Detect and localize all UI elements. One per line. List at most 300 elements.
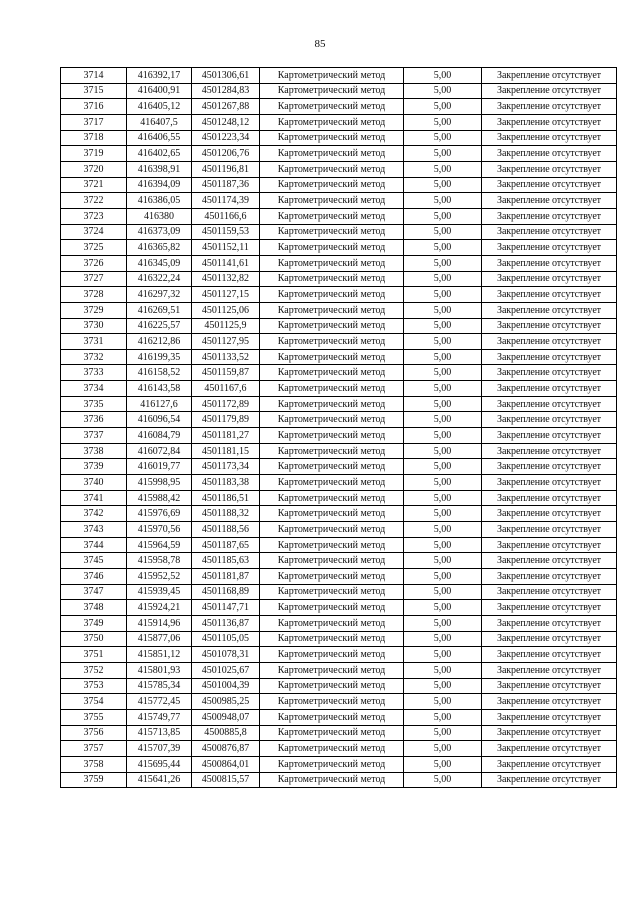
table-row [61,584,617,600]
table-row [61,83,617,99]
fixing-cell: Закрепление отсутствует [482,146,617,162]
method-cell: Картометрический метод [260,334,404,350]
x-coordinate-cell: 416019,77 [127,459,192,475]
method-cell: Картометрический метод [260,255,404,271]
point-number-cell: 3729 [61,302,127,318]
table-row [61,522,617,538]
method-cell: Картометрический метод [260,224,404,240]
table-row [61,537,617,553]
fixing-cell: Закрепление отсутствует [482,584,617,600]
point-number-cell: 3740 [61,475,127,491]
fixing-cell: Закрепление отсутствует [482,647,617,663]
accuracy-cell: 5,00 [404,68,482,84]
method-cell: Картометрический метод [260,146,404,162]
x-coordinate-cell: 415970,56 [127,522,192,538]
table-row [61,255,617,271]
x-coordinate-cell: 415976,69 [127,506,192,522]
fixing-cell: Закрепление отсутствует [482,490,617,506]
accuracy-cell: 5,00 [404,349,482,365]
table-row [61,678,617,694]
y-coordinate-cell: 4500948,07 [192,709,260,725]
x-coordinate-cell: 416212,86 [127,334,192,350]
x-coordinate-cell: 416406,55 [127,130,192,146]
fixing-cell: Закрепление отсутствует [482,255,617,271]
accuracy-cell: 5,00 [404,302,482,318]
point-number-cell: 3754 [61,694,127,710]
y-coordinate-cell: 4500885,8 [192,725,260,741]
accuracy-cell: 5,00 [404,255,482,271]
y-coordinate-cell: 4501267,88 [192,99,260,115]
x-coordinate-cell: 416398,91 [127,161,192,177]
fixing-cell: Закрепление отсутствует [482,694,617,710]
y-coordinate-cell: 4501223,34 [192,130,260,146]
point-number-cell: 3717 [61,114,127,130]
method-cell: Картометрический метод [260,161,404,177]
table-row [61,553,617,569]
accuracy-cell: 5,00 [404,678,482,694]
point-number-cell: 3719 [61,146,127,162]
fixing-cell: Закрепление отсутствует [482,161,617,177]
accuracy-cell: 5,00 [404,271,482,287]
point-number-cell: 3745 [61,553,127,569]
y-coordinate-cell: 4501125,06 [192,302,260,318]
method-cell: Картометрический метод [260,506,404,522]
accuracy-cell: 5,00 [404,130,482,146]
fixing-cell: Закрепление отсутствует [482,615,617,631]
x-coordinate-cell: 416225,57 [127,318,192,334]
accuracy-cell: 5,00 [404,631,482,647]
point-number-cell: 3753 [61,678,127,694]
fixing-cell: Закрепление отсутствует [482,600,617,616]
point-number-cell: 3726 [61,255,127,271]
method-cell: Картометрический метод [260,130,404,146]
page-number: 85 [314,38,326,50]
fixing-cell: Закрепление отсутствует [482,287,617,303]
x-coordinate-cell: 415958,78 [127,553,192,569]
accuracy-cell: 5,00 [404,725,482,741]
accuracy-cell: 5,00 [404,600,482,616]
fixing-cell: Закрепление отсутствует [482,381,617,397]
point-number-cell: 3736 [61,412,127,428]
table-row [61,302,617,318]
fixing-cell: Закрепление отсутствует [482,365,617,381]
point-number-cell: 3747 [61,584,127,600]
table-row [61,240,617,256]
fixing-cell: Закрепление отсутствует [482,114,617,130]
y-coordinate-cell: 4501188,56 [192,522,260,538]
fixing-cell: Закрепление отсутствует [482,741,617,757]
point-number-cell: 3746 [61,569,127,585]
table-row [61,318,617,334]
y-coordinate-cell: 4501187,65 [192,537,260,553]
y-coordinate-cell: 4501141,61 [192,255,260,271]
y-coordinate-cell: 4501196,81 [192,161,260,177]
point-number-cell: 3749 [61,615,127,631]
accuracy-cell: 5,00 [404,459,482,475]
y-coordinate-cell: 4501133,52 [192,349,260,365]
table-row [61,396,617,412]
accuracy-cell: 5,00 [404,240,482,256]
y-coordinate-cell: 4501127,15 [192,287,260,303]
method-cell: Картометрический метод [260,490,404,506]
fixing-cell: Закрепление отсутствует [482,68,617,84]
table-row [61,412,617,428]
x-coordinate-cell: 416096,54 [127,412,192,428]
fixing-cell: Закрепление отсутствует [482,428,617,444]
accuracy-cell: 5,00 [404,694,482,710]
fixing-cell: Закрепление отсутствует [482,271,617,287]
accuracy-cell: 5,00 [404,756,482,772]
y-coordinate-cell: 4501159,87 [192,365,260,381]
accuracy-cell: 5,00 [404,428,482,444]
method-cell: Картометрический метод [260,631,404,647]
table-row [61,193,617,209]
method-cell: Картометрический метод [260,396,404,412]
table-row [61,381,617,397]
accuracy-cell: 5,00 [404,365,482,381]
x-coordinate-cell: 416322,24 [127,271,192,287]
method-cell: Картометрический метод [260,647,404,663]
method-cell: Картометрический метод [260,381,404,397]
point-number-cell: 3721 [61,177,127,193]
y-coordinate-cell: 4501105,05 [192,631,260,647]
method-cell: Картометрический метод [260,772,404,788]
x-coordinate-cell: 415914,96 [127,615,192,631]
y-coordinate-cell: 4501147,71 [192,600,260,616]
fixing-cell: Закрепление отсутствует [482,678,617,694]
fixing-cell: Закрепление отсутствует [482,240,617,256]
point-number-cell: 3755 [61,709,127,725]
y-coordinate-cell: 4501152,11 [192,240,260,256]
x-coordinate-cell: 416380 [127,208,192,224]
method-cell: Картометрический метод [260,428,404,444]
point-number-cell: 3720 [61,161,127,177]
point-number-cell: 3739 [61,459,127,475]
method-cell: Картометрический метод [260,193,404,209]
fixing-cell: Закрепление отсутствует [482,772,617,788]
table-row [61,365,617,381]
y-coordinate-cell: 4501159,53 [192,224,260,240]
fixing-cell: Закрепление отсутствует [482,709,617,725]
accuracy-cell: 5,00 [404,177,482,193]
point-number-cell: 3741 [61,490,127,506]
y-coordinate-cell: 4501183,38 [192,475,260,491]
method-cell: Картометрический метод [260,662,404,678]
method-cell: Картометрический метод [260,615,404,631]
accuracy-cell: 5,00 [404,318,482,334]
point-number-cell: 3758 [61,756,127,772]
x-coordinate-cell: 416402,65 [127,146,192,162]
table-row [61,600,617,616]
fixing-cell: Закрепление отсутствует [482,412,617,428]
table-row [61,428,617,444]
x-coordinate-cell: 416405,12 [127,99,192,115]
y-coordinate-cell: 4501181,27 [192,428,260,444]
table-row [61,772,617,788]
point-number-cell: 3743 [61,522,127,538]
x-coordinate-cell: 415939,45 [127,584,192,600]
point-number-cell: 3724 [61,224,127,240]
x-coordinate-cell: 415964,59 [127,537,192,553]
method-cell: Картометрический метод [260,83,404,99]
fixing-cell: Закрепление отсутствует [482,83,617,99]
point-number-cell: 3750 [61,631,127,647]
x-coordinate-cell: 416365,82 [127,240,192,256]
point-number-cell: 3715 [61,83,127,99]
x-coordinate-cell: 416199,35 [127,349,192,365]
fixing-cell: Закрепление отсутствует [482,506,617,522]
table-row [61,694,617,710]
y-coordinate-cell: 4501136,87 [192,615,260,631]
y-coordinate-cell: 4501132,82 [192,271,260,287]
point-number-cell: 3732 [61,349,127,365]
table-row [61,725,617,741]
y-coordinate-cell: 4501078,31 [192,647,260,663]
x-coordinate-cell: 415695,44 [127,756,192,772]
point-number-cell: 3722 [61,193,127,209]
fixing-cell: Закрепление отсутствует [482,193,617,209]
fixing-cell: Закрепление отсутствует [482,725,617,741]
y-coordinate-cell: 4501179,89 [192,412,260,428]
x-coordinate-cell: 416269,51 [127,302,192,318]
fixing-cell: Закрепление отсутствует [482,99,617,115]
x-coordinate-cell: 416407,5 [127,114,192,130]
fixing-cell: Закрепление отсутствует [482,349,617,365]
x-coordinate-cell: 415952,52 [127,569,192,585]
accuracy-cell: 5,00 [404,522,482,538]
fixing-cell: Закрепление отсутствует [482,569,617,585]
point-number-cell: 3738 [61,443,127,459]
method-cell: Картометрический метод [260,694,404,710]
y-coordinate-cell: 4501025,67 [192,662,260,678]
point-number-cell: 3759 [61,772,127,788]
method-cell: Картометрический метод [260,569,404,585]
table-row [61,177,617,193]
table-row [61,130,617,146]
table-row [61,68,617,84]
y-coordinate-cell: 4501306,61 [192,68,260,84]
fixing-cell: Закрепление отсутствует [482,177,617,193]
table-row [61,208,617,224]
x-coordinate-cell: 416158,52 [127,365,192,381]
method-cell: Картометрический метод [260,271,404,287]
accuracy-cell: 5,00 [404,114,482,130]
y-coordinate-cell: 4501188,32 [192,506,260,522]
y-coordinate-cell: 4501181,15 [192,443,260,459]
x-coordinate-cell: 416084,79 [127,428,192,444]
fixing-cell: Закрепление отсутствует [482,553,617,569]
method-cell: Картометрический метод [260,240,404,256]
y-coordinate-cell: 4500876,87 [192,741,260,757]
accuracy-cell: 5,00 [404,772,482,788]
fixing-cell: Закрепление отсутствует [482,522,617,538]
y-coordinate-cell: 4501173,34 [192,459,260,475]
method-cell: Картометрический метод [260,678,404,694]
table-row [61,475,617,491]
y-coordinate-cell: 4501174,39 [192,193,260,209]
accuracy-cell: 5,00 [404,537,482,553]
accuracy-cell: 5,00 [404,506,482,522]
x-coordinate-cell: 415988,42 [127,490,192,506]
method-cell: Картометрический метод [260,177,404,193]
accuracy-cell: 5,00 [404,475,482,491]
method-cell: Картометрический метод [260,318,404,334]
method-cell: Картометрический метод [260,287,404,303]
fixing-cell: Закрепление отсутствует [482,318,617,334]
y-coordinate-cell: 4501248,12 [192,114,260,130]
method-cell: Картометрический метод [260,756,404,772]
x-coordinate-cell: 416400,91 [127,83,192,99]
table-row [61,647,617,663]
method-cell: Картометрический метод [260,553,404,569]
accuracy-cell: 5,00 [404,741,482,757]
table-row [61,631,617,647]
point-number-cell: 3727 [61,271,127,287]
point-number-cell: 3751 [61,647,127,663]
x-coordinate-cell: 415998,95 [127,475,192,491]
fixing-cell: Закрепление отсутствует [482,537,617,553]
table-body [61,68,617,788]
method-cell: Картометрический метод [260,584,404,600]
y-coordinate-cell: 4501166,6 [192,208,260,224]
y-coordinate-cell: 4501284,83 [192,83,260,99]
method-cell: Картометрический метод [260,443,404,459]
y-coordinate-cell: 4501004,39 [192,678,260,694]
y-coordinate-cell: 4501167,6 [192,381,260,397]
method-cell: Картометрический метод [260,208,404,224]
accuracy-cell: 5,00 [404,647,482,663]
method-cell: Картометрический метод [260,741,404,757]
point-number-cell: 3725 [61,240,127,256]
accuracy-cell: 5,00 [404,569,482,585]
x-coordinate-cell: 415877,06 [127,631,192,647]
x-coordinate-cell: 416127,6 [127,396,192,412]
table-row [61,709,617,725]
point-number-cell: 3733 [61,365,127,381]
method-cell: Картометрический метод [260,709,404,725]
table-row [61,615,617,631]
accuracy-cell: 5,00 [404,412,482,428]
accuracy-cell: 5,00 [404,287,482,303]
table-row [61,459,617,475]
y-coordinate-cell: 4501186,51 [192,490,260,506]
fixing-cell: Закрепление отсутствует [482,334,617,350]
table-row [61,161,617,177]
y-coordinate-cell: 4500864,01 [192,756,260,772]
point-number-cell: 3752 [61,662,127,678]
table-row [61,490,617,506]
method-cell: Картометрический метод [260,68,404,84]
method-cell: Картометрический метод [260,114,404,130]
method-cell: Картометрический метод [260,600,404,616]
accuracy-cell: 5,00 [404,334,482,350]
table-row [61,569,617,585]
point-number-cell: 3735 [61,396,127,412]
accuracy-cell: 5,00 [404,396,482,412]
x-coordinate-cell: 415772,45 [127,694,192,710]
accuracy-cell: 5,00 [404,208,482,224]
point-number-cell: 3723 [61,208,127,224]
method-cell: Картометрический метод [260,725,404,741]
y-coordinate-cell: 4501185,63 [192,553,260,569]
table-row [61,271,617,287]
method-cell: Картометрический метод [260,99,404,115]
point-number-cell: 3731 [61,334,127,350]
x-coordinate-cell: 416345,09 [127,255,192,271]
point-number-cell: 3730 [61,318,127,334]
accuracy-cell: 5,00 [404,381,482,397]
accuracy-cell: 5,00 [404,490,482,506]
x-coordinate-cell: 416297,32 [127,287,192,303]
y-coordinate-cell: 4501127,95 [192,334,260,350]
accuracy-cell: 5,00 [404,83,482,99]
x-coordinate-cell: 415851,12 [127,647,192,663]
point-number-cell: 3756 [61,725,127,741]
accuracy-cell: 5,00 [404,161,482,177]
y-coordinate-cell: 4501168,89 [192,584,260,600]
x-coordinate-cell: 415785,34 [127,678,192,694]
y-coordinate-cell: 4501181,87 [192,569,260,585]
table-row [61,146,617,162]
table-row [61,506,617,522]
accuracy-cell: 5,00 [404,553,482,569]
method-cell: Картометрический метод [260,537,404,553]
accuracy-cell: 5,00 [404,615,482,631]
y-coordinate-cell: 4501206,76 [192,146,260,162]
point-number-cell: 3734 [61,381,127,397]
y-coordinate-cell: 4500985,25 [192,694,260,710]
x-coordinate-cell: 415801,93 [127,662,192,678]
fixing-cell: Закрепление отсутствует [482,475,617,491]
fixing-cell: Закрепление отсутствует [482,208,617,224]
table-row [61,287,617,303]
method-cell: Картометрический метод [260,302,404,318]
fixing-cell: Закрепление отсутствует [482,662,617,678]
x-coordinate-cell: 416373,09 [127,224,192,240]
point-number-cell: 3718 [61,130,127,146]
x-coordinate-cell: 416386,05 [127,193,192,209]
x-coordinate-cell: 416394,09 [127,177,192,193]
x-coordinate-cell: 415713,85 [127,725,192,741]
x-coordinate-cell: 415641,26 [127,772,192,788]
accuracy-cell: 5,00 [404,443,482,459]
fixing-cell: Закрепление отсутствует [482,443,617,459]
accuracy-cell: 5,00 [404,662,482,678]
accuracy-cell: 5,00 [404,99,482,115]
table-row [61,224,617,240]
y-coordinate-cell: 4501125,9 [192,318,260,334]
point-number-cell: 3757 [61,741,127,757]
table-row [61,443,617,459]
fixing-cell: Закрепление отсутствует [482,130,617,146]
table-row [61,741,617,757]
table-row [61,99,617,115]
point-number-cell: 3728 [61,287,127,303]
point-number-cell: 3716 [61,99,127,115]
table-row [61,114,617,130]
x-coordinate-cell: 415749,77 [127,709,192,725]
fixing-cell: Закрепление отсутствует [482,459,617,475]
y-coordinate-cell: 4501172,89 [192,396,260,412]
point-number-cell: 3714 [61,68,127,84]
method-cell: Картометрический метод [260,475,404,491]
x-coordinate-cell: 415707,39 [127,741,192,757]
table-row [61,662,617,678]
fixing-cell: Закрепление отсутствует [482,631,617,647]
method-cell: Картометрический метод [260,522,404,538]
point-number-cell: 3737 [61,428,127,444]
x-coordinate-cell: 416143,58 [127,381,192,397]
